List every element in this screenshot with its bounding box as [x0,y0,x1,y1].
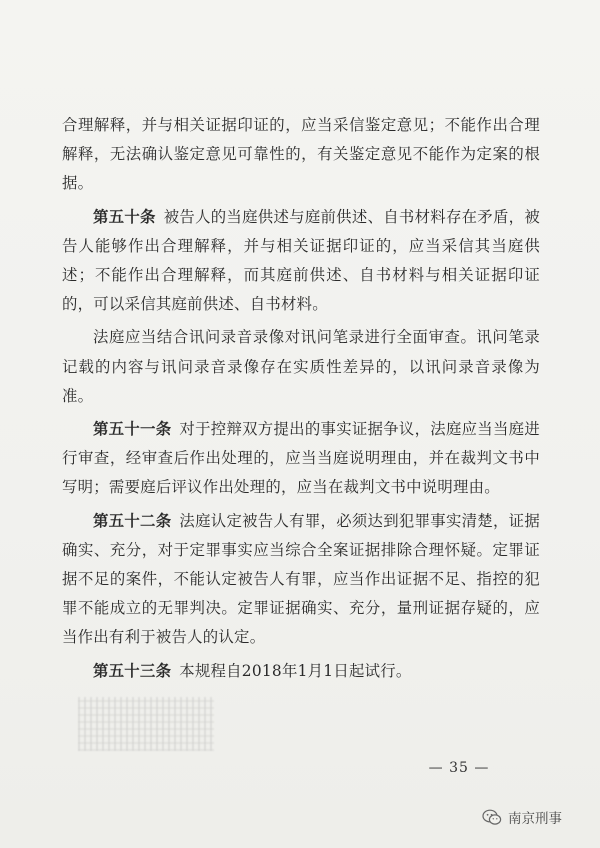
paragraph-article-51 [62,415,540,503]
paragraph-article-50 [62,203,540,320]
paragraph-text: 对于控辩双方提出的事实证据争议，法庭应当当庭进行审查，经审查后作出处理的，应当当庭说明理由，并在裁判文书中写明；需要庭后评议作出处理的，应当在裁判文书中说明理由。 [62,420,540,497]
paragraph-text: 法庭应当结合讯问录音录像对讯问笔录进行全面审查。讯问笔录记载的内容与讯问录音录像存在实质性差异的，以讯问录音录像为准。 [62,328,540,405]
wechat-watermark [482,807,562,827]
paragraph-recording-review [62,323,540,411]
paragraph-text: 合理解释，并与相关证据印证的，应当采信鉴定意见；不能作出合理解释，无法确认鉴定意见可靠性的，有关鉴定意见不能作为定案的根据。 [62,116,540,193]
watermark-label: 南京刑事 [508,811,562,827]
page-number: — 35 — [428,760,490,776]
paragraph-continuation [62,111,540,199]
paragraph-text: 被告人的当庭供述与庭前供述、自书材料存在矛盾，被告人能够作出合理解释，并与相关证据印证的，应当采信其当庭供述；不能作出合理解释，而其庭前供述、自书材料与相关证据印证的，可以采信其庭前供述、自书材料。 [62,207,540,314]
article-heading: 第五十条 [93,207,156,226]
article-heading: 第五十二条 [93,511,172,530]
faded-stamp-mark [78,697,214,751]
paragraph-text: 本规程自2018年1月1日起试行。 [179,661,412,680]
paragraph-text: 法庭认定被告人有罪，必须达到犯罪事实清楚，证据确实、充分，对于定罪事实应当综合全案证据排除合理怀疑。定罪证据不足的案件，不能认定被告人有罪，应当作出证据不足、指控的犯罪不能成立的无罪判决。定罪证据确实、充分，量刑证据存疑的，应当作出有利于被告人的认定。 [62,511,540,647]
wechat-icon [482,809,502,826]
article-heading: 第五十三条 [93,661,172,680]
document-body [62,111,540,690]
paragraph-article-52 [62,507,540,653]
paragraph-article-53 [62,657,540,686]
article-heading: 第五十一条 [93,420,172,439]
